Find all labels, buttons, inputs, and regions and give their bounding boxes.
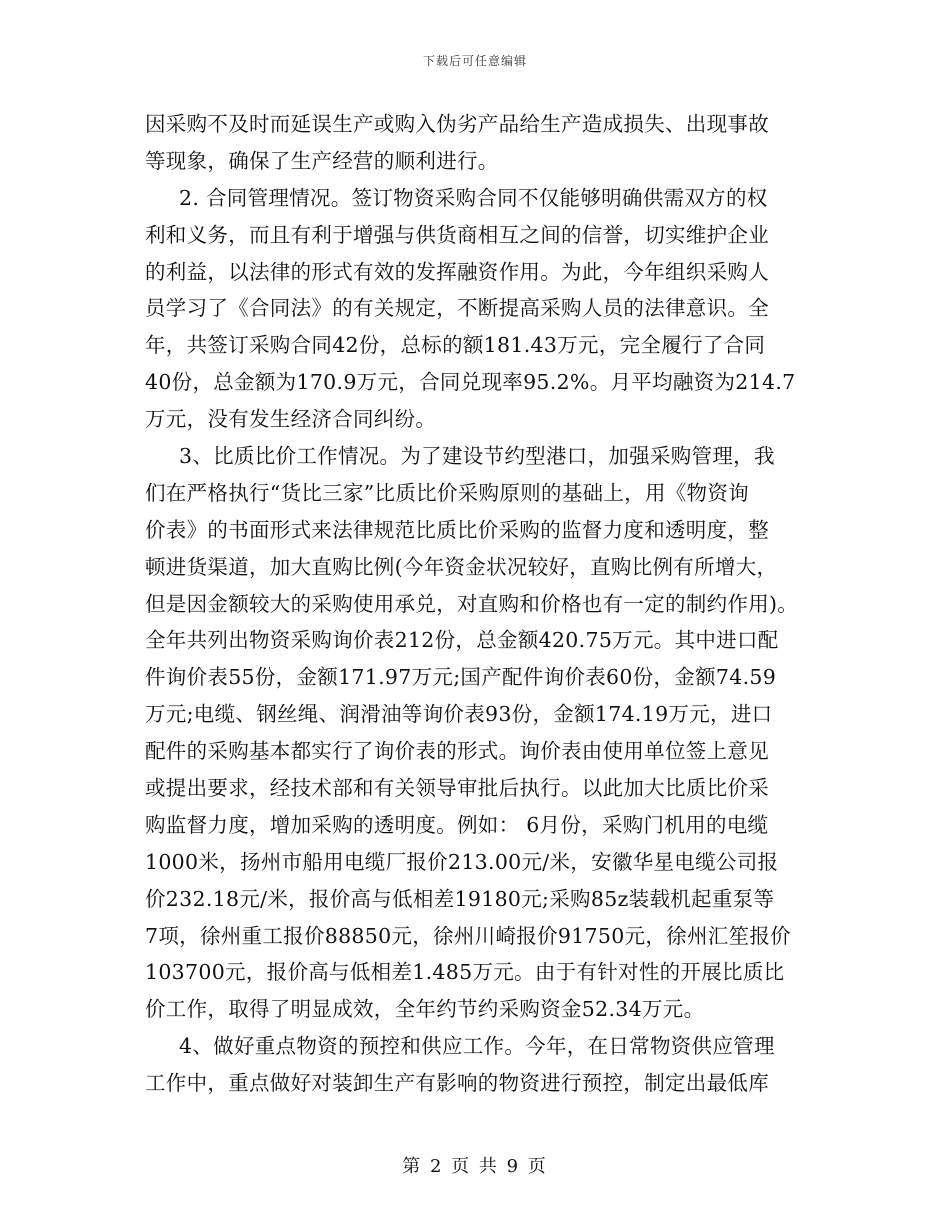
text-line: 员学习了《合同法》的有关规定，不断提高采购人员的法律意识。全: [145, 296, 769, 321]
text-line: 件询价表55份，金额171.97万元;国产配件询价表60份，金额74.59: [145, 665, 777, 690]
text-line: 配件的采购基本都实行了询价表的形式。询价表由使用单位签上意见: [145, 739, 769, 764]
text-line: 价工作，取得了明显成效，全年约节约采购资金52.34万元。: [145, 997, 705, 1022]
text-line: 的利益，以法律的形式有效的发挥融资作用。为此，今年组织采购人: [145, 259, 769, 284]
text-line: 等现象，确保了生产经营的顺利进行。: [145, 148, 499, 173]
paragraph-start-line: 2. 合同管理情况。签订物资采购合同不仅能够明确供需双方的权: [179, 185, 768, 210]
document-body: [145, 106, 810, 1102]
text-line: 因采购不及时而延误生产或购入伪劣产品给生产造成损失、出现事故: [145, 112, 769, 136]
paragraph-start-line: 4、做好重点物资的预控和供应工作。今年，在日常物资供应管理: [179, 1034, 775, 1059]
text-line: 或提出要求，经技术部和有关领导审批后执行。以此加大比质比价采: [145, 776, 769, 801]
text-line: 7项，徐州重工报价88850元，徐州川崎报价91750元，徐州汇笙报价: [145, 923, 791, 948]
text-line: 工作中，重点做好对装卸生产有影响的物资进行预控，制定出最低库: [145, 1071, 769, 1096]
text-line: 全年共列出物资采购询价表212份，总金额420.75万元。其中进口配: [145, 628, 779, 653]
text-line: 但是因金额较大的采购使用承兑，对直购和价格也有一定的制约作用)。: [145, 591, 799, 616]
text-line: 们在严格执行“货比三家”比质比价采购原则的基础上，用《物资询: [145, 480, 749, 505]
text-line: 103700元，报价高与低相差1.485万元。由于有针对性的开展比质比: [145, 960, 785, 985]
text-line: 40份，总金额为170.9万元，合同兑现率95.2%。月平均融资为214.7: [145, 370, 796, 395]
text-line: 年，共签订采购合同42份，总标的额181.43万元，完全履行了合同: [145, 333, 766, 358]
page-number-footer: 第 2 页 共 9 页: [402, 1156, 548, 1177]
paragraph-start-line: 3、比质比价工作情况。为了建设节约型港口，加强采购管理，我: [179, 444, 775, 469]
text-line: 利和义务，而且有利于增强与供货商相互之间的信誉，切实维护企业: [145, 222, 769, 247]
text-line: 顿进货渠道，加大直购比例(今年资金状况较好，直购比例有所增大，: [145, 554, 778, 579]
text-line: 价表》的书面形式来法律规范比质比价采购的监督力度和透明度，整: [145, 517, 769, 542]
page-header: 下载后可任意编辑: [422, 54, 527, 68]
text-line: 购监督力度，增加采购的透明度。例如： 6月份，采购门机用的电缆: [145, 812, 769, 837]
text-line: 1000米，扬州市船用电缆厂报价213.00元/米，安徽华星电缆公司报: [145, 849, 779, 874]
text-line: 价232.18元/米，报价高与低相差19180元;采购85z装载机起重泵等: [145, 886, 775, 911]
text-line: 万元;电缆、钢丝绳、润滑油等询价表93份，金额174.19万元，进口: [145, 702, 773, 727]
text-line: 万元，没有发生经济合同纠纷。: [145, 407, 437, 432]
